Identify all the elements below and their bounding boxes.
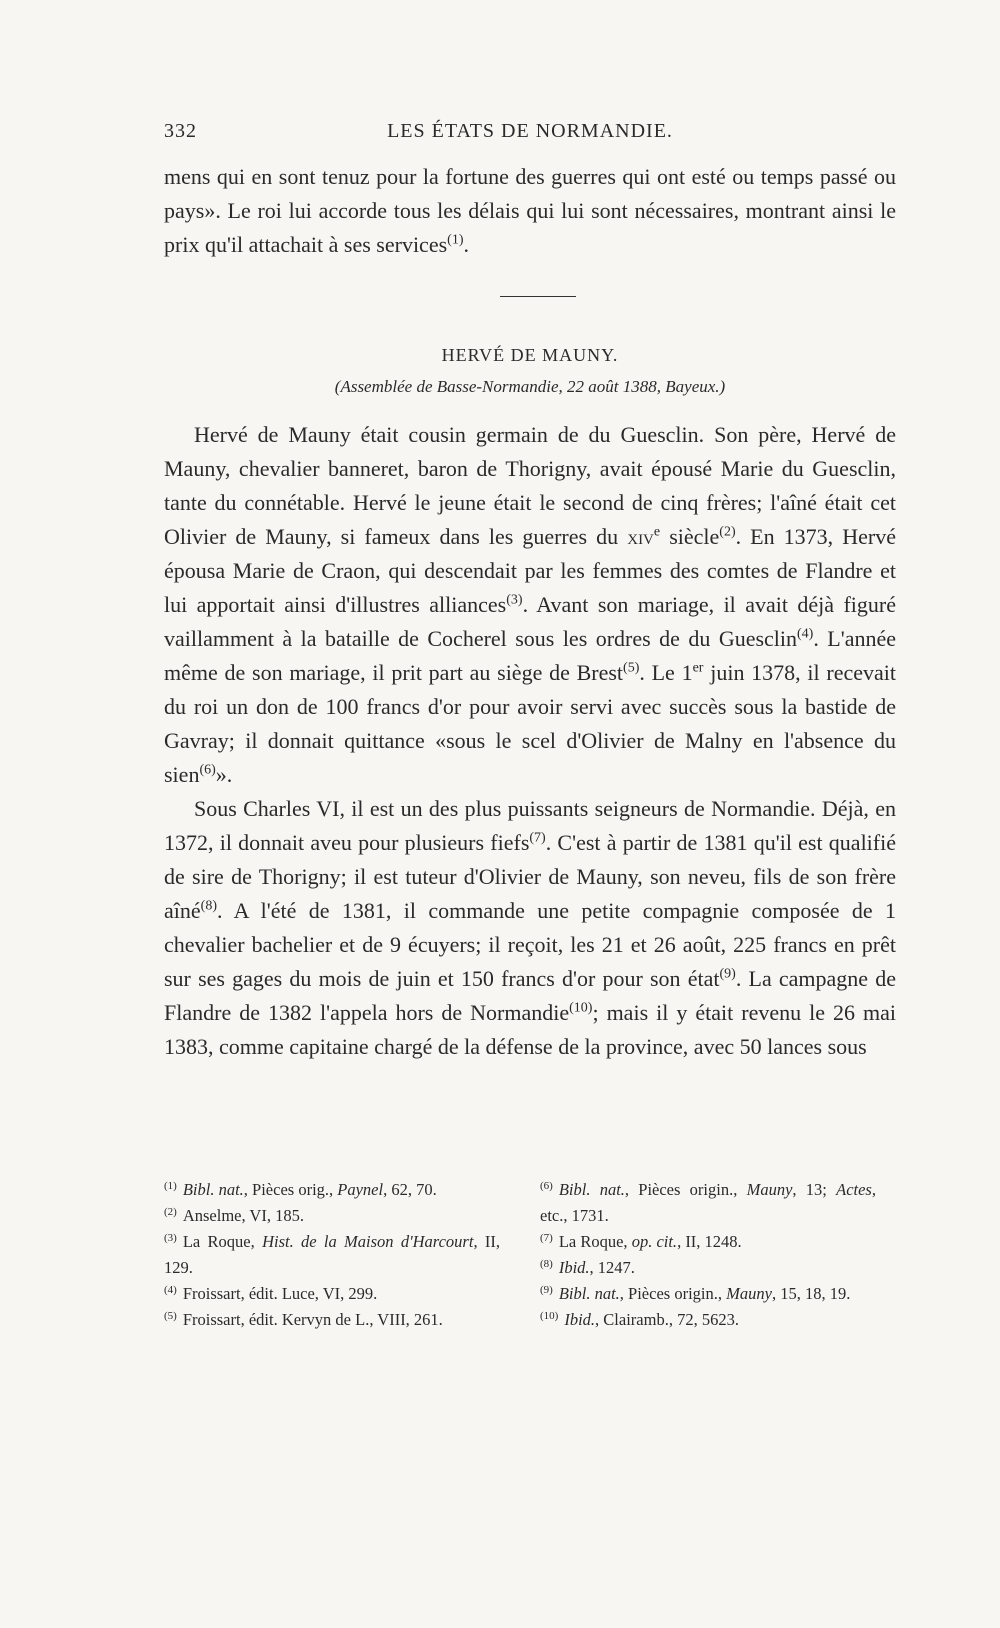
footnote-italic: op. cit.: [631, 1232, 678, 1251]
note-ref-3[interactable]: (3): [506, 592, 523, 608]
note-ref-7[interactable]: (7): [529, 830, 546, 846]
footnote-text: , 13;: [792, 1180, 837, 1199]
page-header: [164, 120, 896, 152]
section-divider: [500, 296, 576, 297]
footnote-number: (4): [164, 1283, 177, 1296]
footnote-italic: Bibl. nat.: [182, 1180, 244, 1199]
p2-part: ; mais il y était revenu le 26 mai 1383, comme capitaine chargé de la défense de la province, avec 50 lances sous: [164, 1000, 896, 1059]
footnote-7: [540, 1229, 876, 1255]
note-ref-6[interactable]: (6): [199, 762, 216, 778]
p1-part: . En 1373, Hervé épousa Marie de Craon, qui descendait par les femmes des comtes de Flandre et lui apportait ainsi d'illustres alliances: [164, 524, 896, 617]
footnote-italic: Mauny: [746, 1180, 793, 1199]
p2-part: . A l'été de 1381, il commande une petite compagnie composée de 1 chevalier bachelier et de 9 écuyers; il reçoit, les 21 et 26 août, 225 francs en prêt sur ses gages du mois de juin et 150 francs d'or pour son état: [164, 898, 896, 991]
section-title: HERVÉ DE MAUNY.: [441, 345, 619, 365]
note-ref-8[interactable]: (8): [200, 898, 217, 914]
intro-text: mens qui en sont tenuz pour la fortune des guerres qui ont esté ou temps passé ou pays». Le roi lui accorde tous les délais qui lui sont nécessaires, montrant ainsi le prix qu'il attachait à ses services: [164, 164, 896, 257]
footnote-number: (1): [164, 1179, 177, 1192]
footnote-number: (10): [540, 1309, 559, 1322]
footnote-number: (9): [540, 1283, 553, 1296]
footnote-text: , Pièces origin.,: [624, 1180, 747, 1199]
footnotes-right-column: [540, 1177, 876, 1333]
p2-part: . C'est à partir de 1381 qu'il est qualifié de sire de Thorigny; il est tuteur d'Olivier de Mauny, son neveu, fils de son frère aîné: [164, 830, 896, 923]
footnote-text: , 15, 18, 19.: [771, 1284, 851, 1303]
footnote-number: (8): [540, 1257, 553, 1270]
footnote-text: , Pièces orig.,: [243, 1180, 338, 1199]
main-text: [164, 418, 896, 1064]
footnote-italic: Bibl. nat.: [558, 1180, 625, 1199]
p1-part: Hervé de Mauny était cousin germain de du Guesclin. Son père, Hervé de Mauny, chevalier banneret, baron de Thorigny, avait épousé Marie du Guesclin, tante du connétable. Hervé le jeune était le second de cinq frères; l'aîné était cet Olivier de Mauny, si fameux dans les guerres du: [164, 422, 896, 549]
footnote-text: La Roque,: [558, 1232, 632, 1251]
paragraph-2: [164, 792, 896, 1064]
footnotes-left-column: [164, 1177, 500, 1333]
footnote-italic: Hist. de la Maison d'Harcourt: [262, 1232, 474, 1251]
note-ref-10[interactable]: (10): [569, 1000, 593, 1016]
p2-part: Sous Charles VI, il est un des plus puissants seigneurs de Normandie. Déjà, en 1372, il donnait aveu pour plusieurs fiefs: [164, 796, 896, 855]
footnote-number: (6): [540, 1179, 553, 1192]
footnote-text: , 1247.: [589, 1258, 635, 1277]
note-ref-5[interactable]: (5): [623, 660, 640, 676]
note-ref-2[interactable]: (2): [719, 524, 736, 540]
footnote-text: , II, 129.: [164, 1232, 500, 1277]
footnote-italic: Ibid.: [558, 1258, 590, 1277]
running-title: LES ÉTATS DE NORMANDIE.: [387, 120, 673, 142]
footnote-italic: Paynel: [337, 1180, 384, 1199]
p1-part: . L'année même de son mariage, il prit part au siège de Brest: [164, 626, 896, 685]
footnote-italic: Actes: [836, 1180, 872, 1199]
section-subtitle: (Assemblée de Basse-Normandie, 22 août 1388, Bayeux.): [334, 377, 726, 396]
note-ref-4[interactable]: (4): [797, 626, 814, 642]
footnote-text: , 62, 70.: [383, 1180, 437, 1199]
p1-part: . Avant son mariage, il avait déjà figuré vaillamment à la bataille de Cocherel sous les ordres de du Guesclin: [164, 592, 896, 651]
intro-paragraph: [164, 160, 896, 262]
footnote-text: Froissart, édit. Luce, VI, 299.: [182, 1284, 378, 1303]
century-label: xiv: [627, 524, 654, 549]
paragraph-1: [164, 418, 896, 792]
footnote-text: La Roque,: [182, 1232, 263, 1251]
p1-part: siècle: [660, 524, 720, 549]
footnote-text: , Clairamb., 72, 5623.: [595, 1310, 739, 1329]
footnote-italic: Ibid.: [564, 1310, 596, 1329]
footnote-5: [164, 1307, 500, 1333]
p2-part: . La campagne de Flandre de 1382 l'appela hors de Normandie: [164, 966, 896, 1025]
footnote-text: Anselme, VI, 185.: [182, 1206, 304, 1225]
footnote-1: [164, 1177, 500, 1203]
footnote-number: (3): [164, 1231, 177, 1244]
footnote-italic: Mauny: [726, 1284, 772, 1303]
footnote-9: [540, 1281, 876, 1307]
footnote-3: [164, 1229, 500, 1281]
footnote-4: [164, 1281, 500, 1307]
footnote-text: , etc., 1731.: [540, 1180, 876, 1225]
note-ref-9[interactable]: (9): [719, 966, 736, 982]
footnote-text: , Pièces origin.,: [619, 1284, 727, 1303]
footnote-number: (5): [164, 1309, 177, 1322]
p1-part: ».: [215, 762, 233, 787]
p1-part: juin 1378, il recevait du roi un don de 100 francs d'or pour avoir servi avec succès sous la bastide de Gavray; il donnait quittance «sous le scel d'Olivier de Malny en l'absence du sien: [164, 660, 897, 787]
ordinal-sup: er: [692, 660, 704, 676]
century-sup: e: [653, 524, 661, 540]
page-number: 332: [164, 120, 197, 142]
footnote-text: , II, 1248.: [677, 1232, 742, 1251]
intro-end: .: [463, 232, 469, 257]
footnote-10: [540, 1307, 876, 1333]
footnote-number: (2): [164, 1205, 177, 1218]
note-ref-1[interactable]: (1): [447, 232, 464, 248]
footnote-2: [164, 1203, 500, 1229]
footnote-number: (7): [540, 1231, 553, 1244]
footnote-8: [540, 1255, 876, 1281]
p1-part: . Le 1: [639, 660, 693, 685]
footnote-italic: Bibl. nat.: [558, 1284, 620, 1303]
footnote-6: [540, 1177, 876, 1229]
footnote-text: Froissart, édit. Kervyn de L., VIII, 261.: [182, 1310, 443, 1329]
